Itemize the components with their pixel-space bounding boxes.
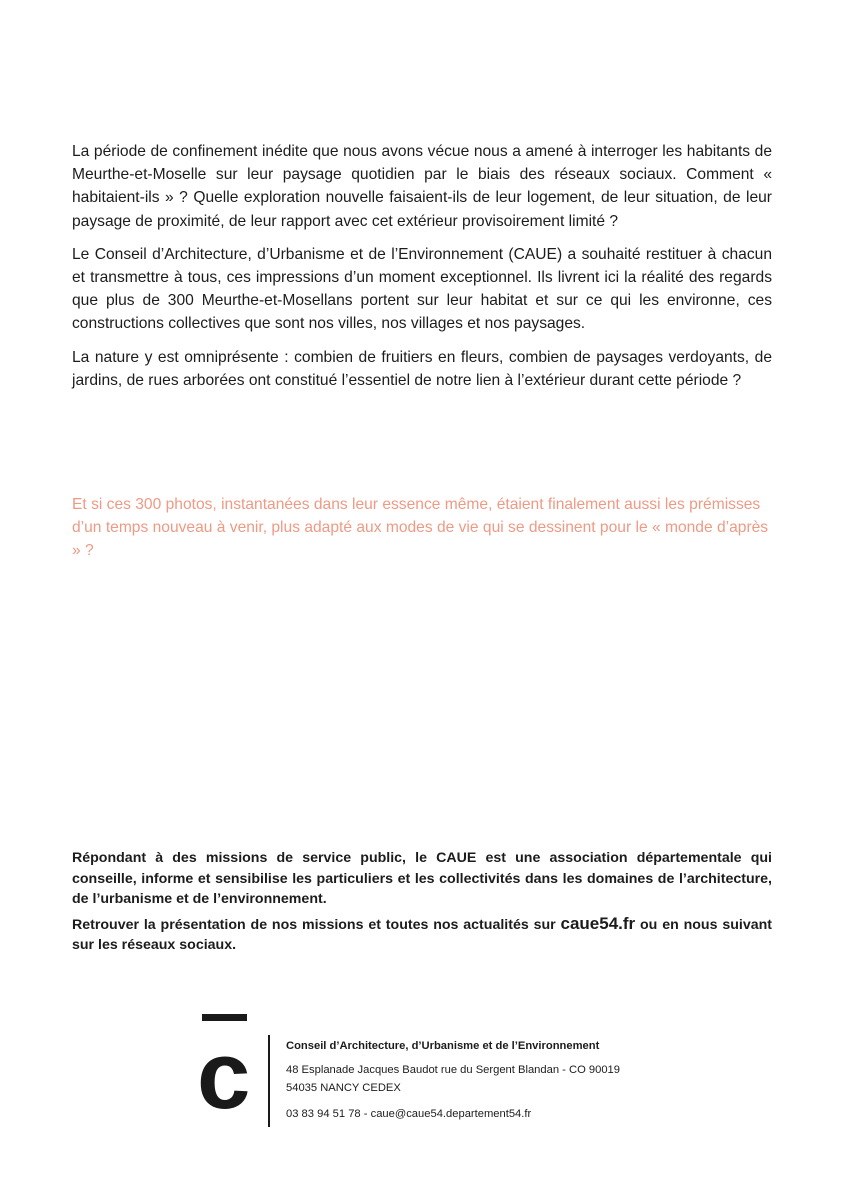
logo-letter: c bbox=[197, 1022, 251, 1129]
address-line-2: 54035 NANCY CEDEX bbox=[286, 1082, 401, 1094]
logo-divider bbox=[268, 1035, 270, 1127]
organization-name: Conseil d’Architecture, d’Urbanisme et de l’Environnement bbox=[286, 1040, 600, 1052]
mission-paragraph: Répondant à des missions de service public, le CAUE est une association départementale qui conseille, informe et sensibilise les particuliers et les collectivités dans les domaines de l’architecture, de l’urbanisme et de l’environnement. bbox=[72, 850, 772, 907]
intro-section bbox=[72, 140, 772, 402]
intro-paragraph-nature: La nature y est omniprésente : combien de fruitiers en fleurs, combien de paysages verdoyants, de jardins, de rues arborées ont constitué l’essentiel de notre lien à l’extérieur durant cette période ? bbox=[72, 348, 772, 389]
mission-links-paragraph bbox=[72, 914, 772, 956]
phone-email: 03 83 94 51 78 - caue@caue54.departement54.fr bbox=[286, 1108, 532, 1120]
intro-paragraph-caue: Le Conseil d’Architecture, d’Urbanisme et de l’Environnement (CAUE) a souhaité restituer à chacun et transmettre à tous, ces impressions d’un moment exceptionnel. Ils livrent ici la réalité des regards que plus de 300 Meurthe-et-Mosellans portent sur leur habitat et sur ce qui les environne, ces constructions collectives que sont nos villes, nos villages et nos paysages. bbox=[72, 245, 772, 333]
caue-logo bbox=[197, 1012, 251, 1129]
highlight-question: Et si ces 300 photos, instantanées dans leur essence même, étaient finalement aussi les prémisses d’un temps nouveau à venir, plus adapté aux modes de vie qui se dessinent pour le « monde d’après » ? bbox=[72, 496, 769, 560]
intro-paragraph-confinement: La période de confinement inédite que nous avons vécue nous a amené à interroger les habitants de Meurthe-et-Moselle sur leur paysage quotidien par le biais des réseaux sociaux. Comment « habitaient-ils » ? Quelle exploration nouvelle faisaient-ils de leur logement, de leur situation, de leur paysage de proximité, de leur rapport avec cet extérieur provisoirement limité ? bbox=[72, 143, 772, 230]
logo-bar bbox=[202, 1014, 247, 1021]
mission-links-text-after: ou en nous suivant sur les réseaux sociaux. bbox=[72, 916, 773, 953]
mission-links-text-before: Retrouver la présentation de nos missions et toutes nos actualités sur bbox=[72, 916, 561, 933]
contact-block bbox=[286, 1038, 726, 1123]
mission-section bbox=[72, 848, 772, 960]
address-line-1: 48 Esplanade Jacques Baudot rue du Sergent Blandan - CO 90019 bbox=[286, 1064, 620, 1076]
website-link[interactable]: caue54.fr bbox=[560, 913, 636, 933]
